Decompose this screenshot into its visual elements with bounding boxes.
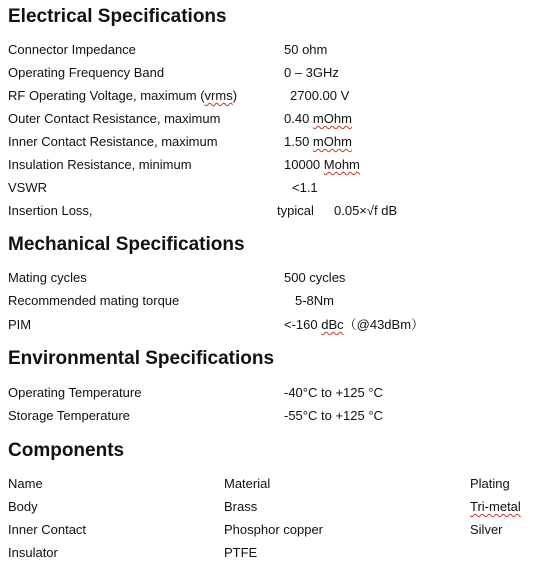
spec-value-prefix: typical: [277, 203, 314, 218]
spec-label: [8, 86, 237, 106]
spec-label-unit: vrms: [204, 88, 233, 103]
spec-label: Operating Frequency Band: [8, 65, 165, 80]
component-material: Brass: [224, 499, 258, 514]
spec-row-outer-contact: [0, 109, 538, 129]
mechanical-heading: Mechanical Specifications: [8, 234, 245, 255]
spec-label: Recommended mating torque: [8, 293, 180, 308]
spec-row-insertion-loss: [0, 201, 538, 221]
component-material: Phosphor copper: [224, 522, 324, 537]
components-header-row: [0, 474, 538, 494]
component-name: Body: [8, 499, 38, 514]
spec-label: Inner Contact Resistance, maximum: [8, 134, 218, 149]
component-row-inner-contact: [0, 520, 538, 540]
spec-value-unit: mOhm: [312, 134, 352, 149]
component-name: Inner Contact: [8, 522, 87, 537]
component-plating: Tri-metal: [470, 499, 521, 514]
spec-row-frequency: [0, 63, 538, 83]
spec-label: VSWR: [8, 180, 47, 195]
spec-value: 5-8Nm: [295, 293, 335, 308]
component-material: PTFE: [224, 545, 258, 560]
spec-label-close: ): [232, 88, 238, 103]
spec-label: Insertion Loss,: [8, 203, 93, 218]
column-header-material: Material: [224, 476, 271, 491]
spec-label: Connector Impedance: [8, 42, 136, 57]
spec-value: -55°C to +125 °C: [284, 408, 383, 423]
spec-row-impedance: [0, 40, 538, 60]
spec-label: Insulation Resistance, minimum: [8, 157, 192, 172]
spec-value: 0 – 3GHz: [284, 65, 339, 80]
spec-row-pim: [0, 315, 538, 335]
spec-row-mating-cycles: [0, 268, 538, 288]
electrical-heading: Electrical Specifications: [8, 6, 227, 27]
spec-label: Operating Temperature: [8, 385, 142, 400]
spec-value: [284, 155, 360, 175]
spec-value-condition: （@43dBm）: [343, 317, 425, 332]
spec-value: [284, 109, 352, 129]
spec-row-rf-voltage: [0, 86, 538, 106]
spec-value: [284, 315, 424, 335]
spec-value-number: 10000: [284, 157, 324, 172]
spec-value-number: 0.40: [284, 111, 313, 126]
spec-row-operating-temp: [0, 383, 538, 403]
spec-value: [284, 132, 352, 152]
spec-row-vswr: [0, 178, 538, 198]
spec-value-unit: mOhm: [312, 111, 352, 126]
component-row-body: [0, 497, 538, 517]
spec-label: Outer Contact Resistance, maximum: [8, 111, 221, 126]
spec-row-storage-temp: [0, 406, 538, 426]
spec-value: 50 ohm: [284, 42, 328, 57]
component-name: Insulator: [8, 545, 58, 560]
component-plating: Silver: [470, 522, 503, 537]
spec-row-torque: [0, 291, 538, 311]
environmental-heading: Environmental Specifications: [8, 348, 275, 369]
spec-value-unit: Mohm: [323, 157, 360, 172]
spec-value: <1.1: [292, 180, 318, 195]
spec-label: Mating cycles: [8, 270, 87, 285]
column-header-plating: Plating: [470, 476, 510, 491]
spec-row-insulation: [0, 155, 538, 175]
spec-value: 500 cycles: [284, 270, 346, 285]
spec-value: -40°C to +125 °C: [284, 385, 383, 400]
component-row-insulator: [0, 543, 538, 563]
spec-label: PIM: [8, 317, 32, 332]
spec-label-text: RF Operating Voltage, maximum (: [8, 88, 205, 103]
spec-value: 0.05×√f dB: [334, 203, 398, 218]
spec-value-number: 1.50: [284, 134, 313, 149]
spec-value: 2700.00 V: [290, 88, 350, 103]
spec-label: Storage Temperature: [8, 408, 130, 423]
spec-row-inner-contact: [0, 132, 538, 152]
column-header-name: Name: [8, 476, 43, 491]
spec-value-number: <-160: [284, 317, 322, 332]
components-heading: Components: [8, 440, 125, 461]
spec-value-unit: dBc: [321, 317, 344, 332]
